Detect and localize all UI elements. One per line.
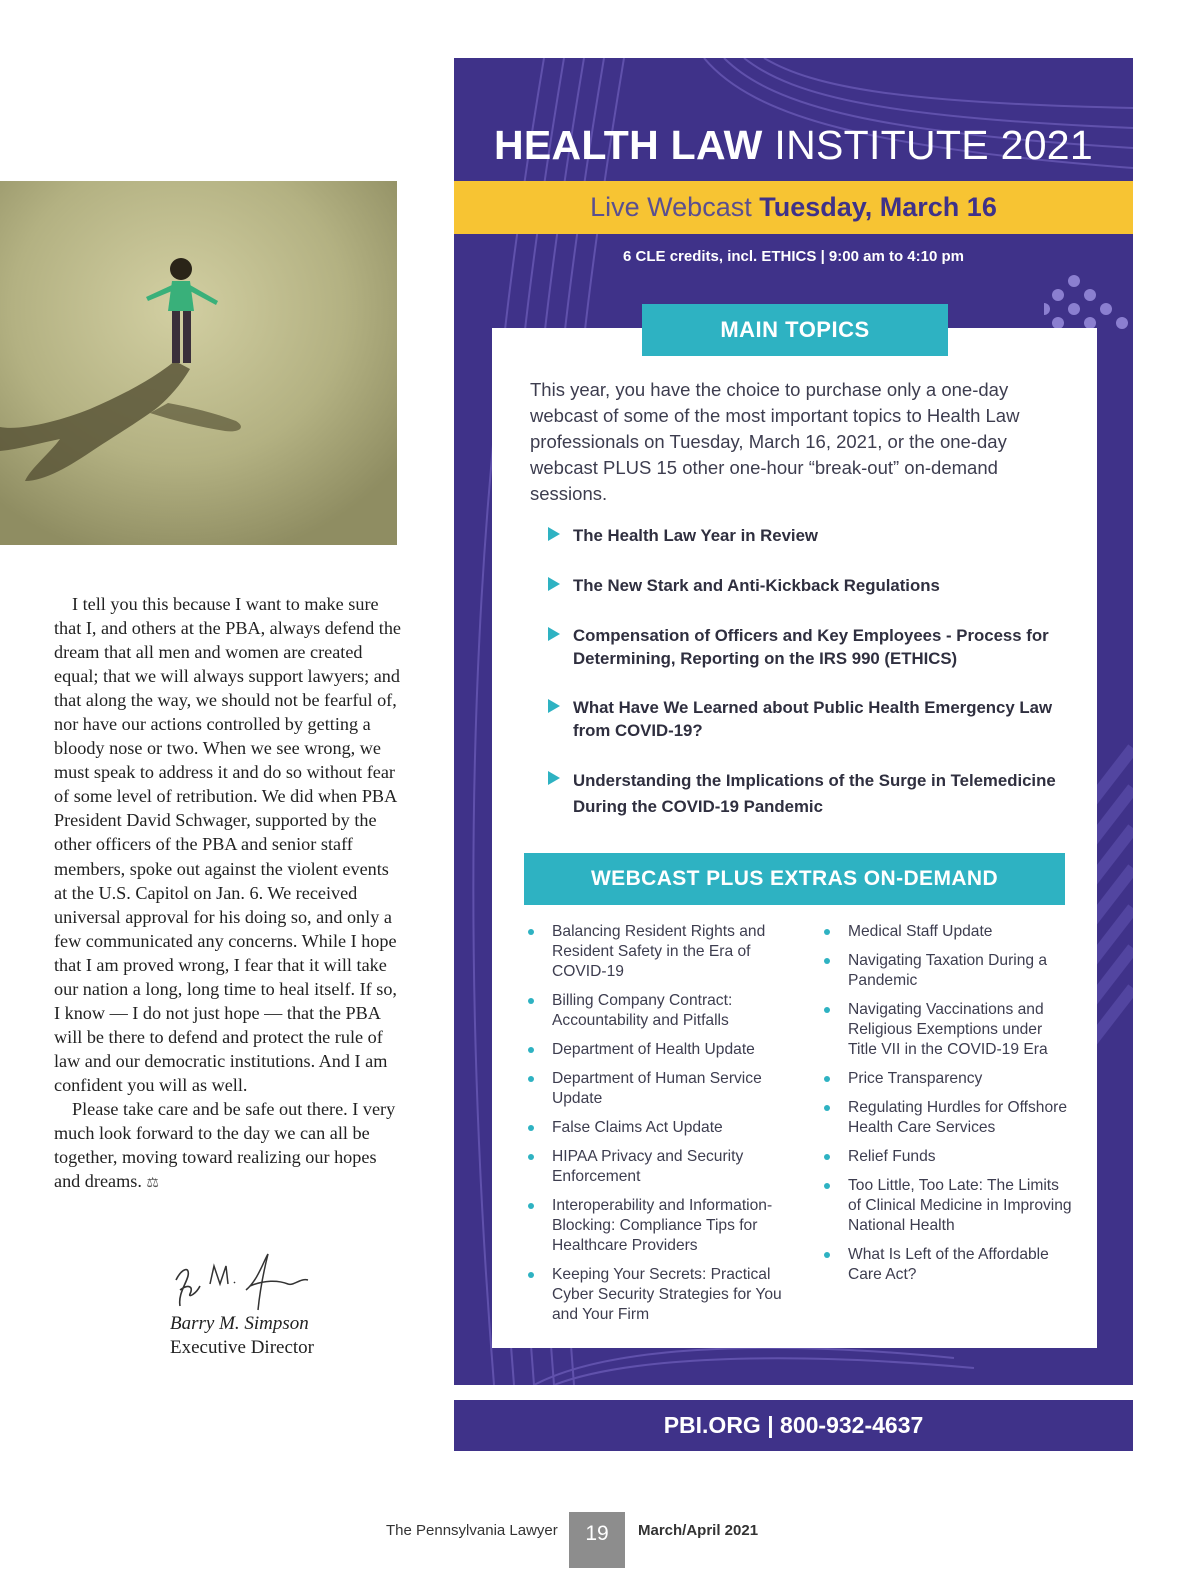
extra-text: Billing Company Contract: Accountability and Pitfalls: [552, 992, 733, 1029]
ad-title: [454, 122, 1133, 169]
bullet-dot-icon: [824, 1183, 830, 1189]
intro-text: This year, you have the choice to purchase only a one-day webcast of some of the most important topics to Health Law professionals on Tuesday, March 16, 2021, or the one-day webcast PLUS 15 other one-hour “break-out” on-demand sessions.: [530, 379, 1020, 504]
extra-text: Department of Human Service Update: [552, 1070, 762, 1107]
extra-item: [824, 951, 1074, 991]
end-mark-icon: ⚖: [146, 1176, 159, 1192]
child-shadow-illustration: [0, 181, 397, 545]
bullet-dot-icon: [824, 1007, 830, 1013]
extras-list-left: [528, 922, 806, 1334]
triangle-bullet-icon: [548, 627, 560, 641]
issue-date: March/April 2021: [638, 1522, 759, 1539]
extra-text: Relief Funds: [848, 1148, 936, 1165]
extra-text: Medical Staff Update: [848, 923, 993, 940]
contact-bar: PBI.ORG | 800-932-4637: [454, 1400, 1133, 1451]
date-bold: Tuesday, March 16: [759, 192, 997, 222]
topic-text: The Health Law Year in Review: [573, 526, 818, 545]
extra-text: What Is Left of the Affordable Care Act?: [848, 1246, 1049, 1283]
bullet-dot-icon: [824, 929, 830, 935]
topic-text: Compensation of Officers and Key Employees - Process for Determining, Reporting on the IRS 990 (ETHICS): [573, 626, 1049, 668]
extra-item: [528, 991, 806, 1031]
triangle-bullet-icon: [548, 527, 560, 541]
extra-item: [824, 1098, 1074, 1138]
letter-body: [54, 592, 402, 1196]
extra-text: Interoperability and Information-Blocking: Compliance Tips for Healthcare Providers: [552, 1197, 773, 1254]
signer-name: Barry M. Simpson: [170, 1313, 309, 1334]
extra-item: [824, 1069, 1074, 1089]
page-number: 19: [569, 1512, 625, 1568]
illustration-art: [0, 181, 397, 545]
title-light: INSTITUTE 2021: [774, 122, 1094, 168]
bullet-dot-icon: [824, 1252, 830, 1258]
bullet-dot-icon: [528, 1047, 534, 1053]
triangle-bullet-icon: [548, 577, 560, 591]
bullet-dot-icon: [528, 1076, 534, 1082]
triangle-bullet-icon: [548, 771, 560, 785]
extras-heading: WEBCAST PLUS EXTRAS ON-DEMAND: [524, 853, 1065, 905]
letter-paragraph-text: Please take care and be safe out there. I very much look forward to the day we can all be together, moving toward realizing our hopes and dreams.: [54, 1098, 396, 1192]
extra-item: [824, 1000, 1074, 1060]
extra-item: [824, 1245, 1074, 1285]
topic-item: [548, 768, 1068, 820]
bullet-dot-icon: [824, 958, 830, 964]
triangle-bullet-icon: [548, 699, 560, 713]
main-topics-list: [548, 524, 1068, 820]
extra-text: Navigating Taxation During a Pandemic: [848, 952, 1048, 989]
topic-text: The New Stark and Anti-Kickback Regulations: [573, 576, 940, 595]
extras-list-right: [824, 922, 1074, 1294]
credits-line: 6 CLE credits, incl. ETHICS | 9:00 am to 4:10 pm: [623, 248, 964, 265]
bullet-dot-icon: [528, 1125, 534, 1131]
bullet-dot-icon: [528, 1203, 534, 1209]
extra-item: [528, 1118, 806, 1138]
title-bold: HEALTH LAW: [493, 122, 763, 168]
topic-text: What Have We Learned about Public Health Emergency Law from COVID-19?: [573, 698, 1053, 740]
extra-item: [824, 1147, 1074, 1167]
topic-text: Understanding the Implications of the Surge in Telemedicine During the COVID-19 Pandemic: [573, 771, 1056, 816]
topic-item: [548, 696, 1068, 742]
extra-text: HIPAA Privacy and Security Enforcement: [552, 1148, 744, 1185]
extra-text: Navigating Vaccinations and Religious Exemptions under Title VII in the COVID-19 Era: [848, 1001, 1048, 1058]
date-banner: [454, 181, 1133, 234]
date-light: Live Webcast: [590, 192, 752, 222]
extra-item: [824, 922, 1074, 942]
extra-text: Regulating Hurdles for Offshore Health Care Services: [848, 1099, 1068, 1136]
extra-item: [528, 1265, 806, 1325]
bullet-dot-icon: [824, 1105, 830, 1111]
bullet-dot-icon: [528, 929, 534, 935]
letter-paragraph: I tell you this because I want to make sure that I, and others at the PBA, always defend the dream that all men and women are created equal; that we will always support lawyers; and that along the way, we should not be fearful of, nor have our actions controlled by getting a bloody nose or two. When we see wrong, we must speak to address it and do so without fear of some level of retribution. We did when PBA President David Schwager, supported by the other officers of the PBA and senior staff members, spoke out against the violent events at the U.S. Capitol on Jan. 6. We received universal approval for his doing so, and only a few communicated any concerns. While I hope that I am proved wrong, I fear that it will take our nation a long, long time to heal itself. If so, I know — I do not just hope — that the PBA will be there to defend and protect the rule of law and our democratic institutions. And I am confident you will as well.: [54, 594, 401, 1095]
bullet-dot-icon: [824, 1154, 830, 1160]
bullet-dot-icon: [824, 1076, 830, 1082]
extra-text: False Claims Act Update: [552, 1119, 723, 1136]
extra-item: [528, 1069, 806, 1109]
topic-item: [548, 524, 1068, 547]
signature-image: [168, 1250, 348, 1314]
extra-item: [528, 1196, 806, 1256]
extra-text: Price Transparency: [848, 1070, 983, 1087]
main-topics-heading: MAIN TOPICS: [642, 304, 948, 356]
publication-name: The Pennsylvania Lawyer: [386, 1522, 558, 1539]
letter-paragraph-closing: [54, 1097, 402, 1196]
extra-item: [528, 1040, 806, 1060]
topic-item: [548, 574, 1068, 597]
topic-item: [548, 624, 1068, 670]
bullet-dot-icon: [528, 1272, 534, 1278]
extra-text: Department of Health Update: [552, 1041, 755, 1058]
extra-text: Keeping Your Secrets: Practical Cyber Security Strategies for You and Your Firm: [552, 1266, 782, 1323]
bullet-dot-icon: [528, 1154, 534, 1160]
extra-item: [528, 922, 806, 982]
extra-text: Balancing Resident Rights and Resident Safety in the Era of COVID-19: [552, 923, 766, 980]
health-law-institute-ad: [454, 58, 1133, 1385]
extra-item: [528, 1147, 806, 1187]
signer-title: Executive Director: [170, 1337, 315, 1358]
extra-text: Too Little, Too Late: The Limits of Clinical Medicine in Improving National Health: [848, 1177, 1072, 1234]
extra-item: [824, 1176, 1074, 1236]
bullet-dot-icon: [528, 998, 534, 1004]
